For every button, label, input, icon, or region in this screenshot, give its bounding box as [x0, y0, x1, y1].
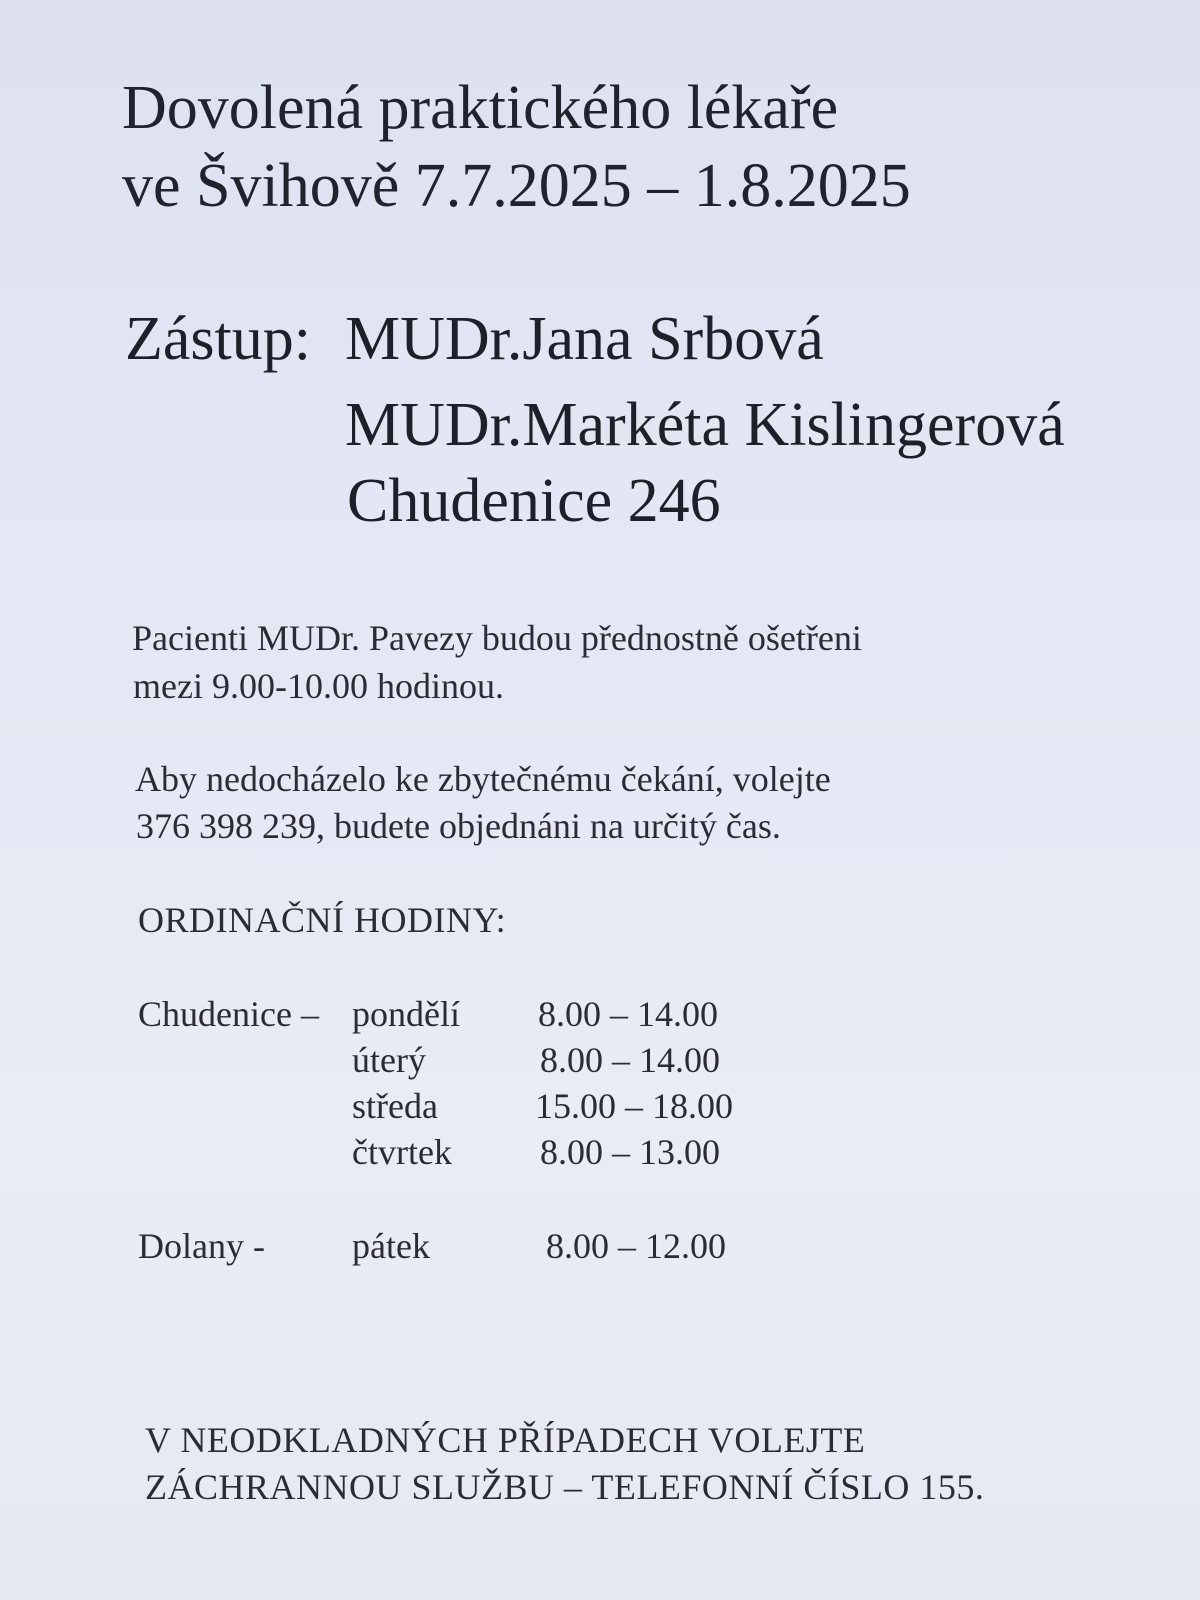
deputy-doctor-1: MUDr.Jana Srbová	[345, 305, 824, 373]
schedule-place: Dolany -	[138, 1226, 265, 1266]
schedule-time: 8.00 – 13.00	[540, 1132, 720, 1172]
priority-text-line-2: mezi 9.00-10.00 hodinou.	[133, 666, 504, 706]
schedule-day: pondělí	[352, 994, 460, 1034]
schedule-day: úterý	[352, 1040, 426, 1080]
title-line-2: ve Švihově 7.7.2025 – 1.8.2025	[122, 152, 911, 220]
schedule-time: 8.00 – 14.00	[540, 1040, 720, 1080]
schedule-time: 15.00 – 18.00	[535, 1086, 733, 1126]
deputy-doctor-2: MUDr.Markéta Kislingerová	[345, 391, 1065, 459]
deputy-address: Chudenice 246	[347, 467, 721, 535]
schedule-day: středa	[352, 1086, 438, 1126]
emergency-notice-line-2: ZÁCHRANNOU SLUŽBU – TELEFONNÍ ČÍSLO 155.	[145, 1467, 985, 1507]
deputy-label: Zástup:	[125, 305, 311, 373]
emergency-notice-line-1: V NEODKLADNÝCH PŘÍPADECH VOLEJTE	[145, 1420, 866, 1460]
schedule-day: čtvrtek	[352, 1132, 452, 1172]
title-line-1: Dovolená praktického lékaře	[122, 74, 839, 142]
office-hours-heading: ORDINAČNÍ HODINY:	[138, 900, 507, 940]
call-text-line-1: Aby nedocházelo ke zbytečnému čekání, volejte	[135, 759, 831, 799]
schedule-time: 8.00 – 14.00	[538, 994, 718, 1034]
call-text-line-2: 376 398 239, budete objednáni na určitý čas.	[136, 806, 781, 846]
schedule-day: pátek	[352, 1226, 430, 1266]
schedule-place: Chudenice –	[138, 994, 319, 1034]
schedule-time: 8.00 – 12.00	[546, 1226, 726, 1266]
priority-text-line-1: Pacienti MUDr. Pavezy budou přednostně ošetřeni	[132, 618, 862, 658]
